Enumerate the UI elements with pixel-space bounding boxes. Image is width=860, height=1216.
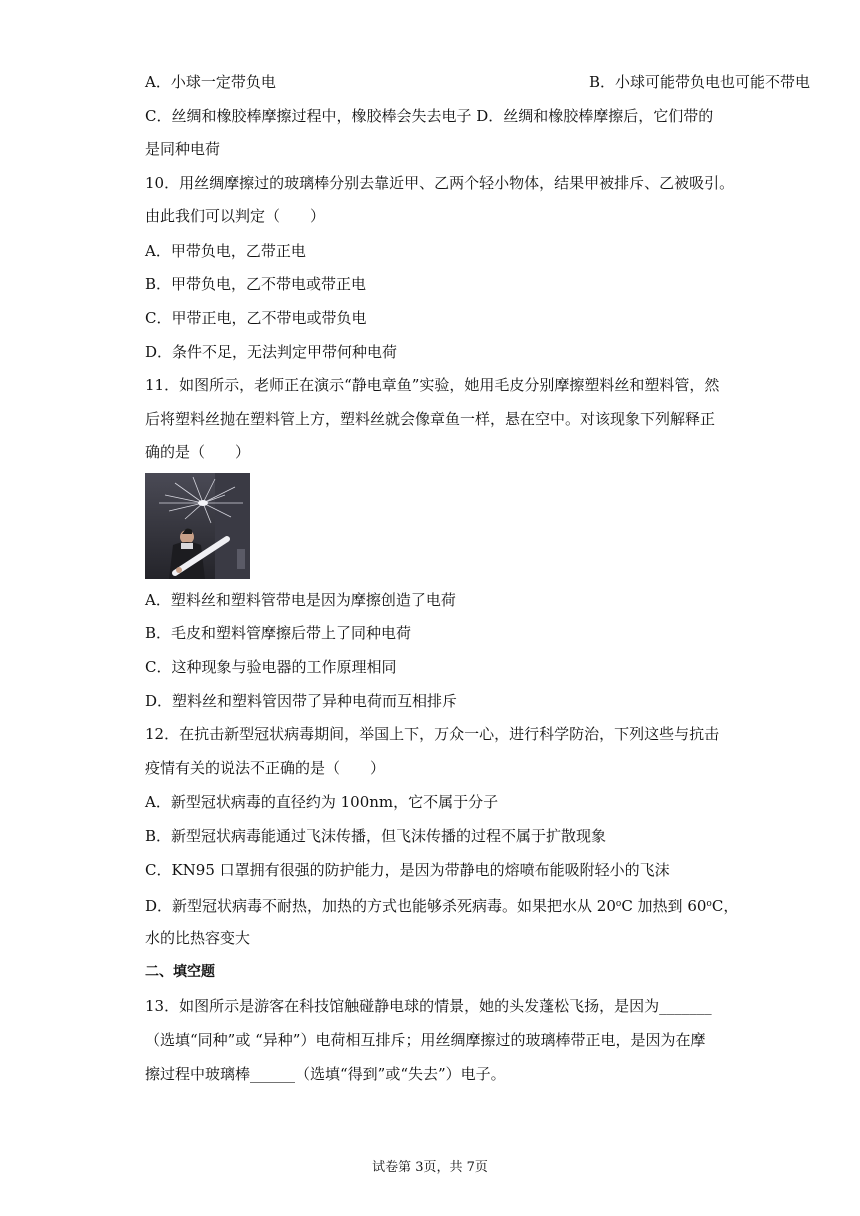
q13-stem: 13．如图所示是游客在科技馆触碰静电球的情景，她的头发蓬松飞扬，是因为_______ bbox=[145, 997, 712, 1015]
q11-option-a: A．塑料丝和塑料管带电是因为摩擦创造了电荷 bbox=[145, 591, 456, 609]
static-octopus-photo bbox=[145, 473, 250, 579]
q11-option-c: C．这种现象与验电器的工作原理相同 bbox=[145, 658, 397, 676]
static-octopus-illustration bbox=[145, 473, 250, 579]
degree-sign: o bbox=[615, 899, 622, 909]
q13-stem-end: 擦过程中玻璃棒______（选填“得到”或“失去”）电子。 bbox=[145, 1065, 506, 1083]
q10-stem: 10．用丝绸摩擦过的玻璃棒分别去靠近甲、乙两个轻小物体，结果甲被排斥、乙被吸引。 bbox=[145, 174, 735, 192]
q12-stem: 12．在抗击新型冠状病毒期间，举国上下，万众一心，进行科学防治，下列这些与抗击 bbox=[145, 725, 720, 743]
q11-stem-end: 确的是（ ） bbox=[145, 443, 251, 461]
q9-option-a: A．小球一定带负电 bbox=[145, 73, 276, 91]
q12-stem-continued: 疫情有关的说法不正确的是（ ） bbox=[145, 759, 386, 777]
q12-option-d-text: C 加热到 60 bbox=[621, 897, 707, 915]
q12-option-b: B．新型冠状病毒能通过飞沫传播，但飞沫传播的过程不属于扩散现象 bbox=[145, 827, 607, 845]
q10-option-b: B．甲带负电，乙不带电或带正电 bbox=[145, 275, 367, 293]
q12-option-d-text: D．新型冠状病毒不耐热，加热的方式也能够杀死病毒。如果把水从 20 bbox=[145, 897, 616, 915]
q9-option-cd-continued: 是同种电荷 bbox=[145, 140, 221, 158]
q13-stem-continued: （选填“同种”或 “异种”）电荷相互排斥；用丝绸摩擦过的玻璃棒带正电，是因为在摩 bbox=[145, 1031, 706, 1049]
q9-option-b: B．小球可能带负电也可能不带电 bbox=[589, 73, 811, 91]
q10-option-c: C．甲带正电，乙不带电或带负电 bbox=[145, 309, 367, 327]
degree-sign: o bbox=[706, 899, 712, 909]
q11-option-d: D．塑料丝和塑料管因带了异种电荷而互相排斥 bbox=[145, 692, 458, 710]
q12-option-a: A．新型冠状病毒的直径约为 100nm，它不属于分子 bbox=[145, 793, 499, 811]
q12-option-d-text: C， bbox=[711, 897, 739, 915]
q12-option-c: C．KN95 口罩拥有很强的防护能力，是因为带静电的熔喷布能吸附轻小的飞沫 bbox=[145, 861, 670, 879]
q10-option-a: A．甲带负电，乙带正电 bbox=[145, 242, 306, 260]
page-footer: 试卷第 3页，共 7页 bbox=[372, 1160, 488, 1175]
q11-stem: 11．如图所示，老师正在演示“静电章鱼”实验，她用毛皮分别摩擦塑料丝和塑料管，然 bbox=[145, 376, 720, 394]
q9-option-cd: C．丝绸和橡胶棒摩擦过程中，橡胶棒会失去电子 D．丝绸和橡胶棒摩擦后，它们带的 bbox=[145, 107, 714, 125]
q12-option-d-continued: 水的比热容变大 bbox=[145, 929, 251, 947]
q10-stem-continued: 由此我们可以判定（ ） bbox=[145, 207, 326, 225]
q9-option-row bbox=[145, 72, 811, 92]
q11-option-b: B．毛皮和塑料管摩擦后带上了同种电荷 bbox=[145, 624, 412, 642]
section-heading: 二、填空题 bbox=[145, 964, 215, 980]
q10-option-d: D．条件不足，无法判定甲带何种电荷 bbox=[145, 343, 398, 361]
q11-stem-continued: 后将塑料丝抛在塑料管上方，塑料丝就会像章鱼一样，悬在空中。对该现象下列解释正 bbox=[145, 410, 716, 428]
q12-option-d bbox=[145, 894, 760, 916]
